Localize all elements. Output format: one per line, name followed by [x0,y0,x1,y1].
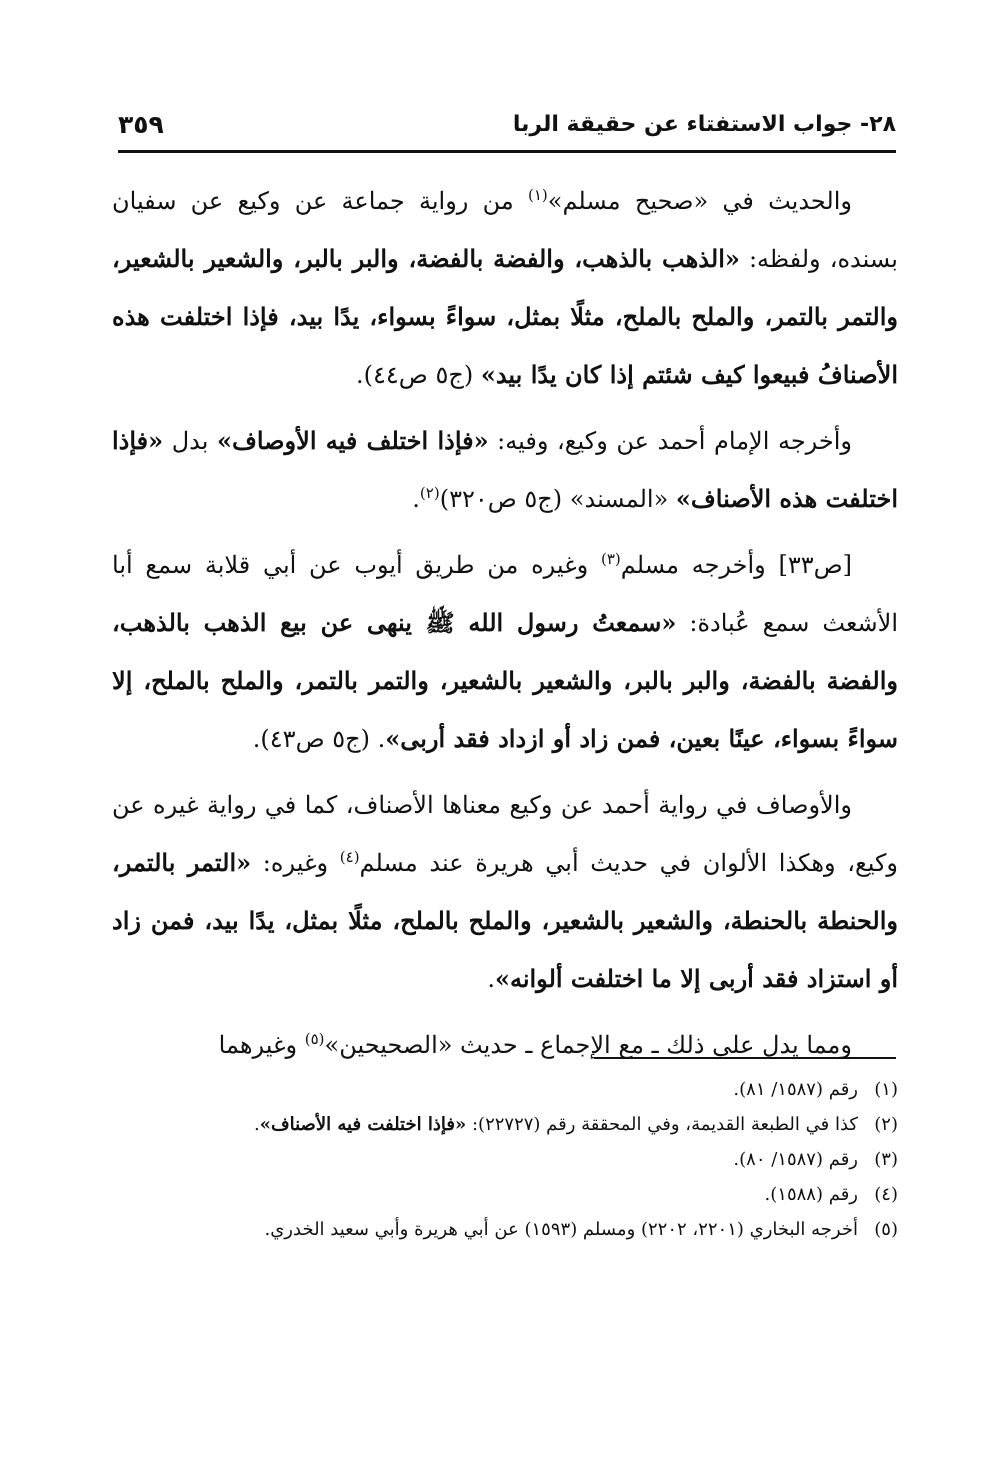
footnote-4 [112,1177,898,1212]
page-number: ٣٥٩ [118,110,164,139]
footnote-separator [594,1057,896,1059]
footnote-ref-2[interactable]: (٢) [419,484,440,502]
paragraph-4: والأوصاف في رواية أحمد عن وكيع معناها الأصناف، كما في رواية غيره عن وكيع، وهكذا الألوان في حديث أبي هريرة عند مسلم$^{(٤)}$ وغيره: «التمر بالتمر، والحنطة بالحنطة، والشعير بالشعير، والملح بالملح، مثلًا بمثل، يدًا بيد، فمن زاد أو استزاد فقد أربى إلا ما اختلفت ألوانه». [112,791,898,993]
footnote-1 [112,1072,898,1107]
main-text [112,172,898,1082]
footnote-number: (٥) [874,1219,898,1240]
hadith-quote: «التمر بالتمر، والحنطة بالحنطة، والشعير بالشعير، والملح بالملح، مثلًا بمثل، يدًا بيد، فمن زاد أو استزاد فقد أربى إلا ما اختلفت ألوانه» [112,848,898,993]
paragraph-3: [ص٣٣] وأخرجه مسلم$^{(٣)}$ وغيره من طريق أيوب عن أبي قلابة سمع أبا الأشعث سمع عُبادة: «سمعتُ رسول الله ﷺ ينهى عن بيع الذهب بالذهب، والفضة بالفضة، والبر بالبر، والشعير بالشعير، والتمر بالتمر، والملح بالملح، إلا سواءً بسواء، عينًا بعين، فمن زاد أو ازداد فقد أربى». (ج٥ ص٤٣). [112,550,898,753]
running-header [118,108,896,150]
footnote-3 [112,1142,898,1177]
footnote-number: (٢) [874,1114,898,1135]
footnote-number: (٤) [874,1184,898,1205]
footnote-text: أخرجه البخاري (٢٢٠١، ٢٢٠٢) ومسلم (١٥٩٣) عن أبي هريرة وأبي سعيد الخدري. [264,1219,858,1240]
footnote-text: رقم (١٥٨٧/ ٨٠). [733,1149,858,1170]
footnote-number: (٣) [874,1149,898,1170]
header-rule [118,150,896,153]
footnote-ref-4[interactable]: (٤) [339,848,360,866]
footnote-text: رقم (١٥٨٨). [764,1184,858,1205]
paragraph-1: والحديث في «صحيح مسلم»$^{(١)}$ من رواية جماعة عن وكيع عن سفيان بسنده، ولفظه: «الذهب بالذهب، والفضة بالفضة، والبر بالبر، والشعير بالشعير، والتمر بالتمر، والملح بالملح، مثلًا بمثل، سواءً بسواء، يدًا بيد، فإذا اختلفت هذه الأصنافُ فبيعوا كيف شئتم إذا كان يدًا بيد» (ج٥ ص٤٤). [112,186,898,389]
paragraph-5: ومما يدل على ذلك ـ مع الإجماع ـ حديث «الصحيحين»$^{(٥)}$ وغيرهما [218,1030,852,1059]
footnote-ref-3[interactable]: (٣) [601,550,621,568]
paragraph-2: وأخرجه الإمام أحمد عن وكيع، وفيه: «فإذا اختلف فيه الأوصاف» بدل «فإذا اختلفت هذه الأصناف» «المسند» (ج٥ ص٣٢٠)$^{(٢)}$. [112,426,898,513]
quote-variant: «فإذا اختلف فيه الأوصاف» [216,426,489,455]
footnote-text: كذا في الطبعة القديمة، وفي المحققة رقم (٢٢٧٢٧): «فإذا اختلفت فيه الأصناف». [253,1114,858,1135]
footnote-number: (١) [874,1079,898,1100]
chapter-title: ٢٨- جواب الاستفتاء عن حقيقة الربا [512,112,896,137]
footnote-text: رقم (١٥٨٧/ ٨١). [733,1079,858,1100]
quote-original: «فإذا اختلفت هذه الأصناف» [112,426,898,513]
footnote-2 [112,1107,898,1142]
footnote-5 [112,1212,898,1247]
footnote-ref-1[interactable]: (١) [527,186,548,204]
hadith-quote: «الذهب بالذهب، والفضة بالفضة، والبر بالبر، والشعير بالشعير، والتمر بالتمر، والملح بالملح، مثلًا بمثل، سواءً بسواء، يدًا بيد، فإذا اختلفت هذه الأصنافُ فبيعوا كيف شئتم إذا كان يدًا بيد» [112,244,898,389]
hadith-quote: «سمعتُ رسول الله ﷺ ينهى عن بيع الذهب بالذهب، والفضة بالفضة، والبر بالبر، والشعير بالشعير، والتمر بالتمر، والملح بالملح، إلا سواءً بسواء، عينًا بعين، فمن زاد أو ازداد فقد أربى» [112,608,898,753]
footnote-ref-5[interactable]: (٥) [304,1030,325,1048]
footnotes [112,1072,898,1247]
